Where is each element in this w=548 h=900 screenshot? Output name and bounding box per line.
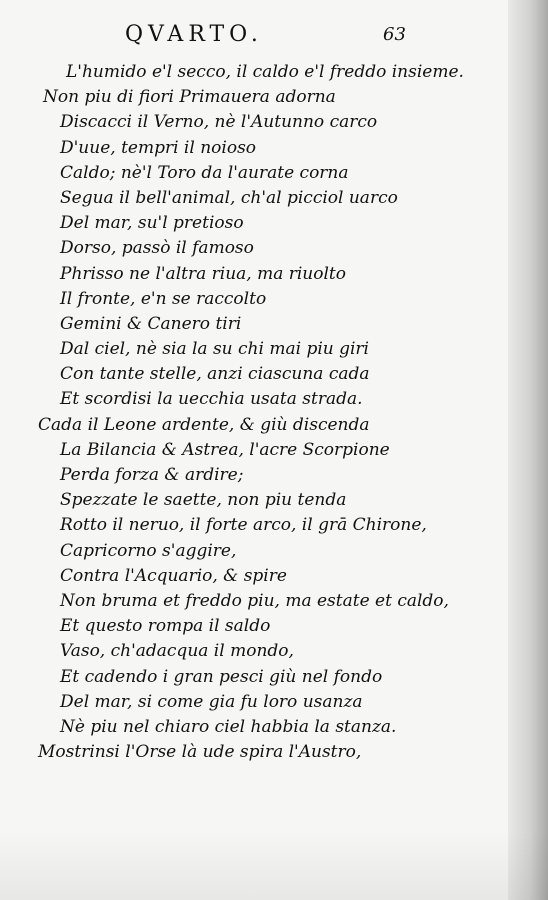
verse-line: Del mar, su'l pretioso (60, 213, 244, 234)
verse-line: Con tante stelle, anzi ciascuna cada (60, 364, 370, 385)
verse-line: Perda forza & ardire; (60, 465, 244, 485)
verse-line: Vaso, ch'adacqua il mondo, (60, 641, 294, 662)
verse-line: Segua il bell'animal, ch'al picciol uarco (60, 187, 398, 208)
verse-line: Cada il Leone ardente, & giù discenda (38, 414, 370, 435)
verse-line: Et questo rompa il saldo (60, 616, 271, 637)
page-number: 63 (383, 24, 406, 45)
verse-line: Spezzate le saette, non piu tenda (60, 490, 347, 511)
verse-line: Rotto il neruo, il forte arco, il grā Chirone, (60, 515, 427, 536)
verse-line: D'uue, tempri il noioso (60, 137, 257, 158)
verse-line: Mostrinsi l'Orse là ude spira l'Austro, (38, 742, 362, 763)
verse-line: Et scordisi la uecchia usata strada. (60, 389, 363, 410)
verse-line: Phrisso ne l'altra riua, ma riuolto (60, 263, 346, 284)
verse-line: Non piu di fiori Primauera adorna (43, 87, 336, 108)
running-head: QVARTO. (125, 22, 263, 47)
page-bottom-shade (0, 830, 548, 900)
poem-text (0, 60, 520, 765)
verse-line: Discacci il Verno, nè l'Autunno carco (60, 112, 378, 133)
verse-line: Capricorno s'aggire, (60, 540, 237, 561)
verse-line: Del mar, si come gia fu loro usanza (60, 691, 363, 712)
page-header (125, 22, 425, 50)
verse-line: L'humido e'l secco, il caldo e'l freddo insieme. (66, 62, 464, 82)
verse-line: Et cadendo i gran pesci giù nel fondo (60, 666, 383, 687)
verse-line: Contra l'Acquario, & spire (60, 565, 287, 586)
verse-line: Non bruma et freddo piu, ma estate et caldo, (60, 590, 449, 611)
verse-line: Gemini & Canero tiri (60, 313, 242, 334)
verse-line: Il fronte, e'n se raccolto (60, 288, 267, 309)
verse-line: La Bilancia & Astrea, l'acre Scorpione (60, 439, 390, 460)
verse-line: Caldo; nè'l Toro da l'aurate corna (60, 162, 349, 183)
verse-line: Nè piu nel chiaro ciel habbia la stanza. (60, 716, 397, 737)
verse-line: Dal ciel, nè sia la su chi mai piu giri (60, 339, 369, 360)
verse-line: Dorso, passò il famoso (60, 238, 254, 259)
